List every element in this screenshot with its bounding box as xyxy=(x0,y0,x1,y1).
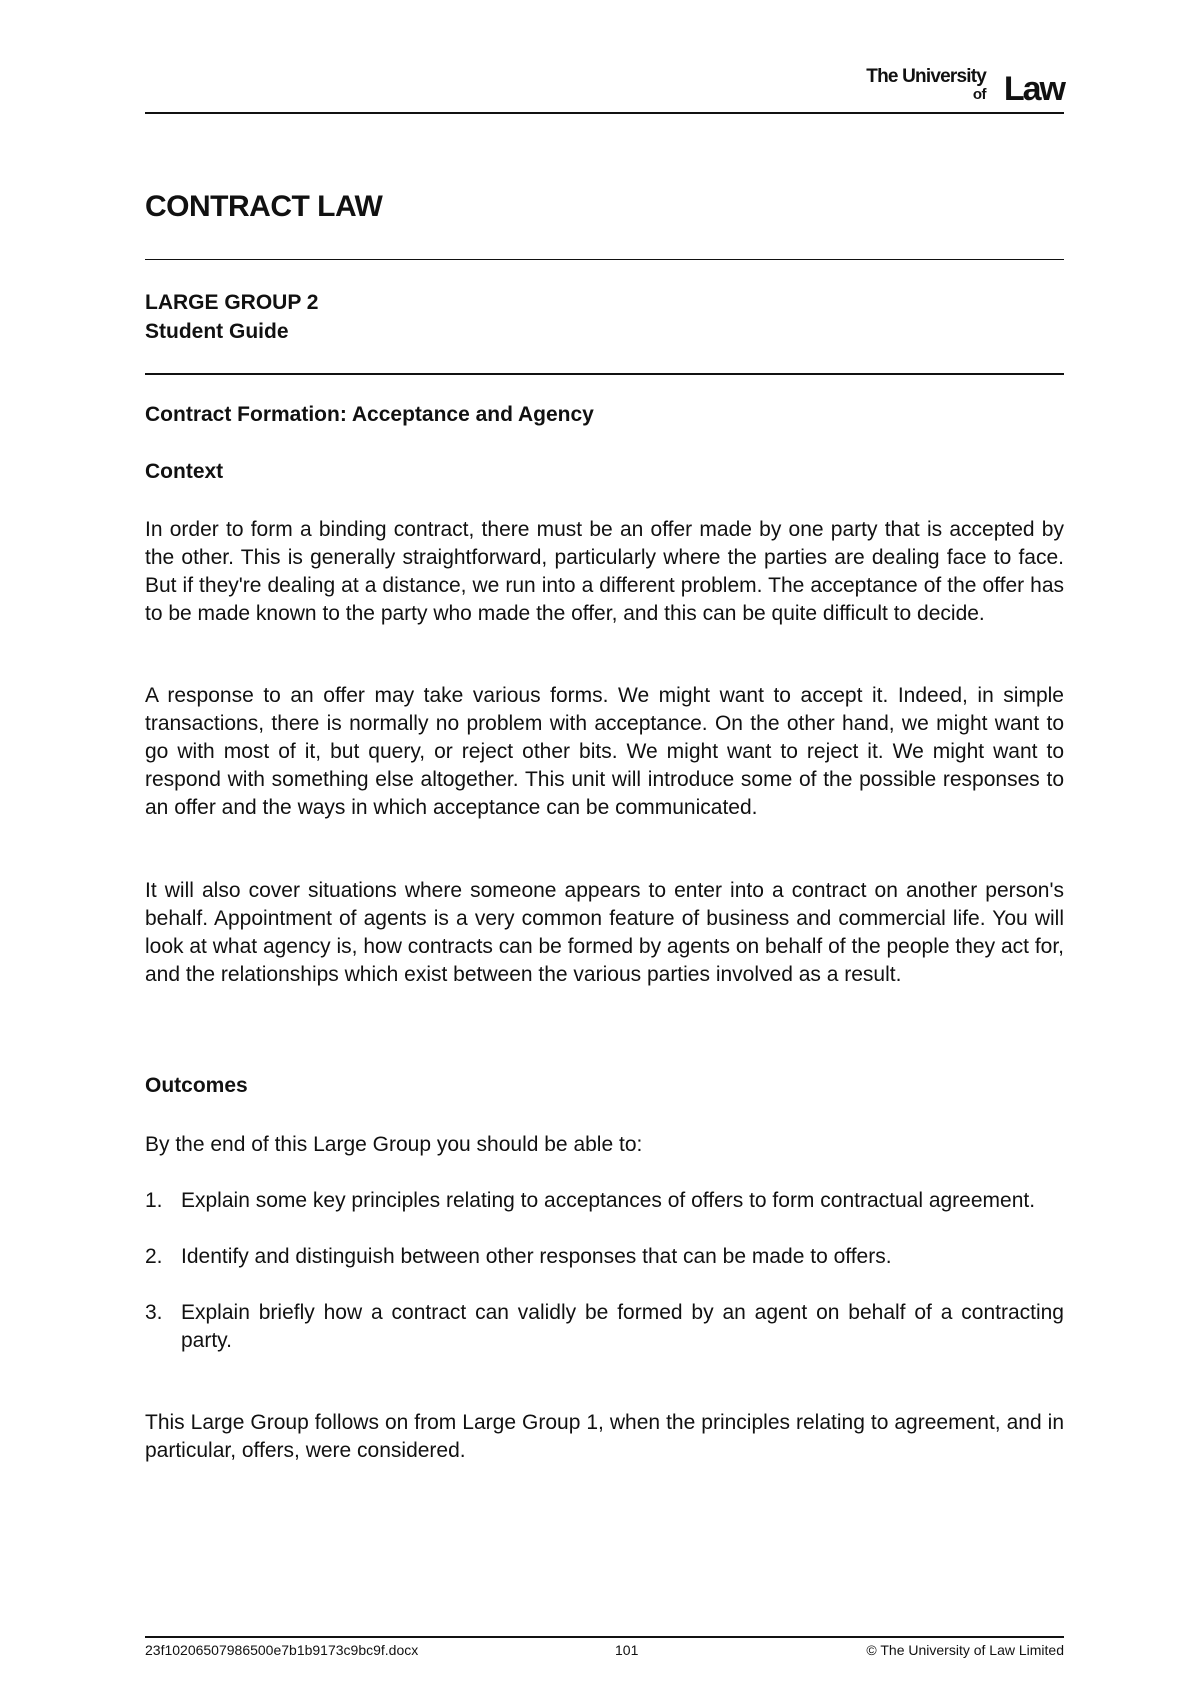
outcomes-list xyxy=(145,1187,1064,1383)
outcome-number: 3. xyxy=(145,1301,163,1324)
context-heading: Context xyxy=(145,460,224,483)
outcome-item xyxy=(145,1243,1064,1271)
context-paragraph-2: A response to an offer may take various forms. We might want to accept it. Indeed, in simple transactions, there is normally no problem with acceptance. On the other hand, we might want to go with most of it, but query, or reject other bits. We might want to reject it. We might want to respond with something else altogether. This unit will introduce some of the possible responses to an offer and the ways in which acceptance can be communicated. xyxy=(145,684,1064,819)
outcomes-intro: By the end of this Large Group you should be able to: xyxy=(145,1133,643,1156)
context-paragraph-1: In order to form a binding contract, there must be an offer made by one party that is accepted by the other. This is generally straightforward, particularly where the parties are dealing face to face. But if they're dealing at a distance, we run into a different problem. The acceptance of the offer has to be made known to the party who made the offer, and this can be quite difficult to decide. xyxy=(145,518,1064,625)
footer-page-number: 101 xyxy=(615,1642,639,1658)
context-paragraph-3: It will also cover situations where someone appears to enter into a contract on another person's behalf. Appointment of agents is a very common feature of business and commercial life. You will look at what agency is, how contracts can be formed by agents on behalf of the people they act for, and the relationships which exist between the various parties involved as a result. xyxy=(145,879,1064,986)
title-rule xyxy=(145,259,1064,260)
outcome-text: Explain some key principles relating to acceptances of offers to form contractual agreement. xyxy=(181,1189,1036,1212)
group-heading xyxy=(145,288,318,346)
footer-filename: 23f10206507986500e7b1b9173c9bc9f.docx xyxy=(145,1642,419,1658)
university-logo xyxy=(854,66,1064,106)
page-footer xyxy=(145,1642,1064,1662)
outcome-item xyxy=(145,1187,1064,1215)
outcome-text: Explain briefly how a contract can validly be formed by an agent on behalf of a contracting party. xyxy=(181,1301,1064,1352)
logo-text-of: of xyxy=(972,86,986,103)
footer-copyright: © The University of Law Limited xyxy=(866,1642,1064,1658)
guide-type: Student Guide xyxy=(145,320,289,343)
logo-text-university: The University xyxy=(866,66,986,87)
footer-rule xyxy=(145,1636,1064,1638)
outcome-number: 1. xyxy=(145,1189,163,1212)
outcome-number: 2. xyxy=(145,1245,163,1268)
logo-text-law: Law xyxy=(1003,70,1064,108)
closing-paragraph: This Large Group follows on from Large Group 1, when the principles relating to agreement, and in particular, offers, were considered. xyxy=(145,1411,1064,1462)
outcome-text: Identify and distinguish between other responses that can be made to offers. xyxy=(181,1245,892,1268)
topic-heading: Contract Formation: Acceptance and Agency xyxy=(145,403,594,426)
document-page xyxy=(145,0,1064,1698)
group-number: LARGE GROUP 2 xyxy=(145,291,319,314)
section-rule xyxy=(145,373,1064,375)
document-title: CONTRACT LAW xyxy=(145,190,383,223)
outcome-item xyxy=(145,1299,1064,1355)
outcomes-heading: Outcomes xyxy=(145,1074,248,1097)
header-rule xyxy=(145,112,1064,114)
